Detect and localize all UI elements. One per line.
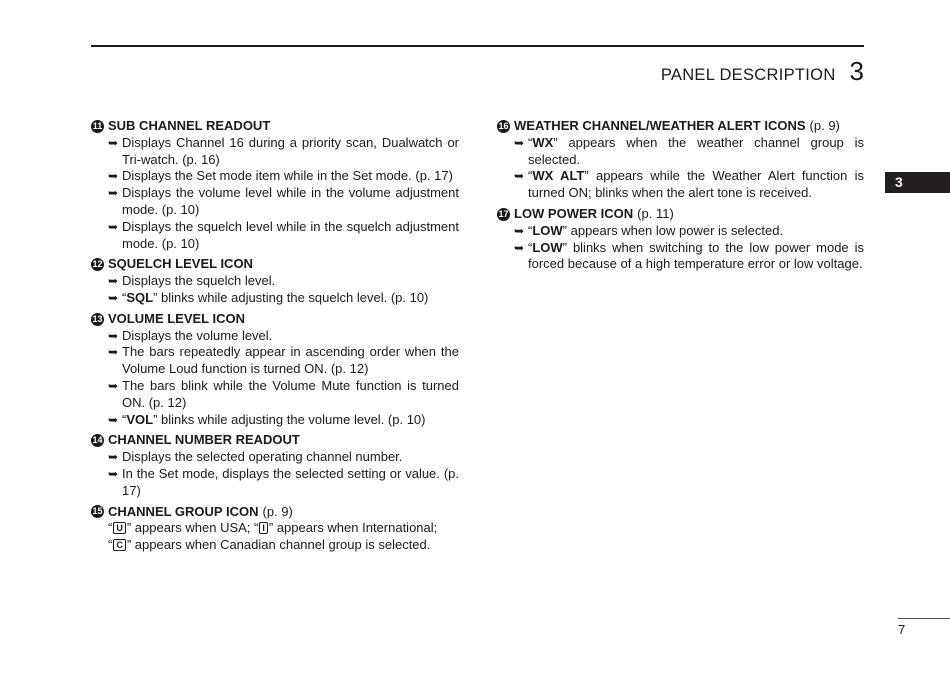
bullet-body: Displays the volume level. (122, 327, 273, 343)
section-title: PANEL DESCRIPTION (660, 66, 836, 84)
circled-number-icon: 15 (92, 506, 103, 517)
bullet-item (91, 412, 459, 429)
bullet-item (91, 185, 459, 219)
description-section (91, 432, 459, 499)
bullet-body: In the Set mode, displays the selected setting or value. (p. 17) (122, 465, 459, 498)
display-keyword: SQL (126, 289, 154, 305)
footer-rule (898, 618, 950, 619)
arrow-bullet-icon: ➥ (514, 223, 525, 238)
description-section (497, 118, 864, 202)
bullet-item (91, 466, 459, 500)
bullet-body: ” appears when the weather channel group is selected. (528, 134, 864, 167)
arrow-bullet-icon: ➥ (108, 219, 119, 234)
section-heading (497, 206, 864, 223)
section-heading (497, 118, 864, 135)
open-quote: “ (122, 411, 127, 427)
bullet-text (122, 344, 459, 378)
bullet-item (91, 328, 459, 345)
bullet-body: Displays the squelch level. (122, 273, 276, 289)
section-heading-title: CHANNEL NUMBER READOUT (108, 432, 300, 448)
bullet-text (528, 135, 864, 169)
bullet-item (91, 168, 459, 185)
display-keyword: WX (532, 134, 554, 150)
bullet-body: ” blinks when switching to the low power mode is forced because of a high temperature error or low voltage. (528, 239, 864, 272)
page-reference: (p. 9) (809, 118, 840, 133)
bullet-body: Displays the squelch level while in the squelch adjustment mode. (p. 10) (122, 218, 459, 251)
group-text: ” appears when USA; “ (126, 520, 259, 536)
group-line (91, 537, 459, 554)
arrow-bullet-icon: ➥ (108, 378, 119, 393)
section-heading (91, 256, 459, 273)
chapter-tab: 3 (885, 172, 950, 193)
page-number: 7 (898, 622, 906, 637)
bullet-body: Displays the selected operating channel number. (122, 449, 403, 465)
header-rule (91, 45, 864, 47)
arrow-bullet-icon: ➥ (108, 186, 119, 201)
page-reference: (p. 9) (262, 503, 293, 519)
arrow-bullet-icon: ➥ (108, 135, 119, 150)
display-keyword: LOW (532, 222, 563, 238)
circled-number-icon: 17 (498, 208, 509, 219)
bullet-item (91, 135, 459, 169)
arrow-bullet-icon: ➥ (108, 412, 119, 427)
description-section (91, 118, 459, 252)
circled-number-icon: 12 (92, 259, 103, 270)
bullet-item (91, 344, 459, 378)
section-heading (91, 432, 459, 449)
bullet-body: The bars blink while the Volume Mute function is turned ON. (p. 12) (122, 377, 459, 410)
group-text: ” appears when International; (268, 520, 438, 536)
open-quote: “ (528, 239, 533, 255)
bullet-body: Displays the Set mode item while in the Set mode. (p. 17) (122, 168, 453, 184)
arrow-bullet-icon: ➥ (514, 169, 525, 184)
group-badge-icon: U (113, 522, 126, 534)
section-heading-title: WEATHER CHANNEL/WEATHER ALERT ICONS (514, 118, 806, 133)
open-quote: “ (122, 289, 127, 305)
arrow-bullet-icon: ➥ (108, 290, 119, 305)
section-heading (91, 504, 459, 521)
bullet-item (91, 290, 459, 307)
open-quote: “ (528, 134, 533, 150)
description-section (91, 256, 459, 306)
bullet-body: Displays Channel 16 during a priority scan, Dualwatch or Tri-watch. (p. 16) (122, 134, 459, 167)
section-heading-title: CHANNEL GROUP ICON (108, 503, 259, 519)
bullet-text (528, 168, 864, 202)
open-quote: “ (108, 520, 113, 536)
display-keyword: VOL (126, 411, 154, 427)
bullet-item (497, 223, 864, 240)
description-section (91, 311, 459, 429)
bullet-text (122, 378, 459, 412)
section-heading (91, 118, 459, 135)
group-text: ” appears when Canadian channel group is selected. (126, 537, 431, 553)
description-section (91, 504, 459, 554)
section-heading-title: SQUELCH LEVEL ICON (108, 256, 253, 272)
bullet-body: ” appears while the Weather Alert function is turned ON; blinks when the alert tone is received. (528, 168, 864, 201)
circled-number-icon: 13 (92, 313, 103, 324)
right-column (497, 118, 864, 277)
description-section (497, 206, 864, 273)
bullet-item (91, 378, 459, 412)
bullet-text (122, 135, 459, 169)
arrow-bullet-icon: ➥ (108, 345, 119, 360)
page-header (661, 56, 864, 87)
circled-number-icon: 14 (92, 435, 103, 446)
page-reference: (p. 11) (637, 205, 674, 221)
bullet-body: ” appears when low power is selected. (562, 222, 784, 238)
chapter-number: 3 (849, 56, 864, 86)
bullet-text (122, 449, 459, 466)
bullet-item (497, 240, 864, 274)
arrow-bullet-icon: ➥ (108, 328, 119, 343)
open-quote: “ (108, 537, 113, 553)
bullet-text (122, 290, 459, 307)
bullet-text (122, 466, 459, 500)
bullet-text (122, 219, 459, 253)
section-heading-title: LOW POWER ICON (514, 205, 634, 221)
bullet-item (91, 449, 459, 466)
bullet-body: ” blinks while adjusting the squelch level. (p. 10) (153, 289, 429, 305)
bullet-item (91, 219, 459, 253)
bullet-item (91, 273, 459, 290)
circled-number-icon: 11 (92, 120, 103, 131)
bullet-item (497, 135, 864, 169)
display-keyword: WX ALT (532, 168, 585, 184)
display-keyword: LOW (532, 239, 563, 255)
group-badge-icon: C (113, 539, 126, 551)
arrow-bullet-icon: ➥ (108, 450, 119, 465)
bullet-body: The bars repeatedly appear in ascending order when the Volume Loud function is turned ON. (p. 12) (122, 344, 459, 377)
section-heading (91, 311, 459, 328)
open-quote: “ (528, 222, 533, 238)
arrow-bullet-icon: ➥ (514, 240, 525, 255)
bullet-text (122, 328, 459, 345)
bullet-item (497, 168, 864, 202)
arrow-bullet-icon: ➥ (108, 169, 119, 184)
bullet-body: ” blinks while adjusting the volume level. (p. 10) (153, 411, 426, 427)
group-badge-icon: I (259, 522, 268, 534)
bullet-body: Displays the volume level while in the volume adjustment mode. (p. 10) (122, 185, 459, 217)
left-column (91, 118, 459, 558)
bullet-text (122, 412, 459, 429)
bullet-text (528, 240, 864, 274)
arrow-bullet-icon: ➥ (108, 466, 119, 481)
group-line (91, 520, 459, 537)
bullet-text (528, 223, 864, 240)
open-quote: “ (528, 168, 533, 184)
bullet-text (122, 273, 459, 290)
bullet-text (122, 168, 459, 185)
arrow-bullet-icon: ➥ (514, 135, 525, 150)
bullet-text (122, 185, 459, 219)
section-heading-title: VOLUME LEVEL ICON (108, 310, 245, 326)
arrow-bullet-icon: ➥ (108, 274, 119, 289)
section-heading-title: SUB CHANNEL READOUT (108, 118, 271, 133)
circled-number-icon: 16 (498, 120, 509, 131)
